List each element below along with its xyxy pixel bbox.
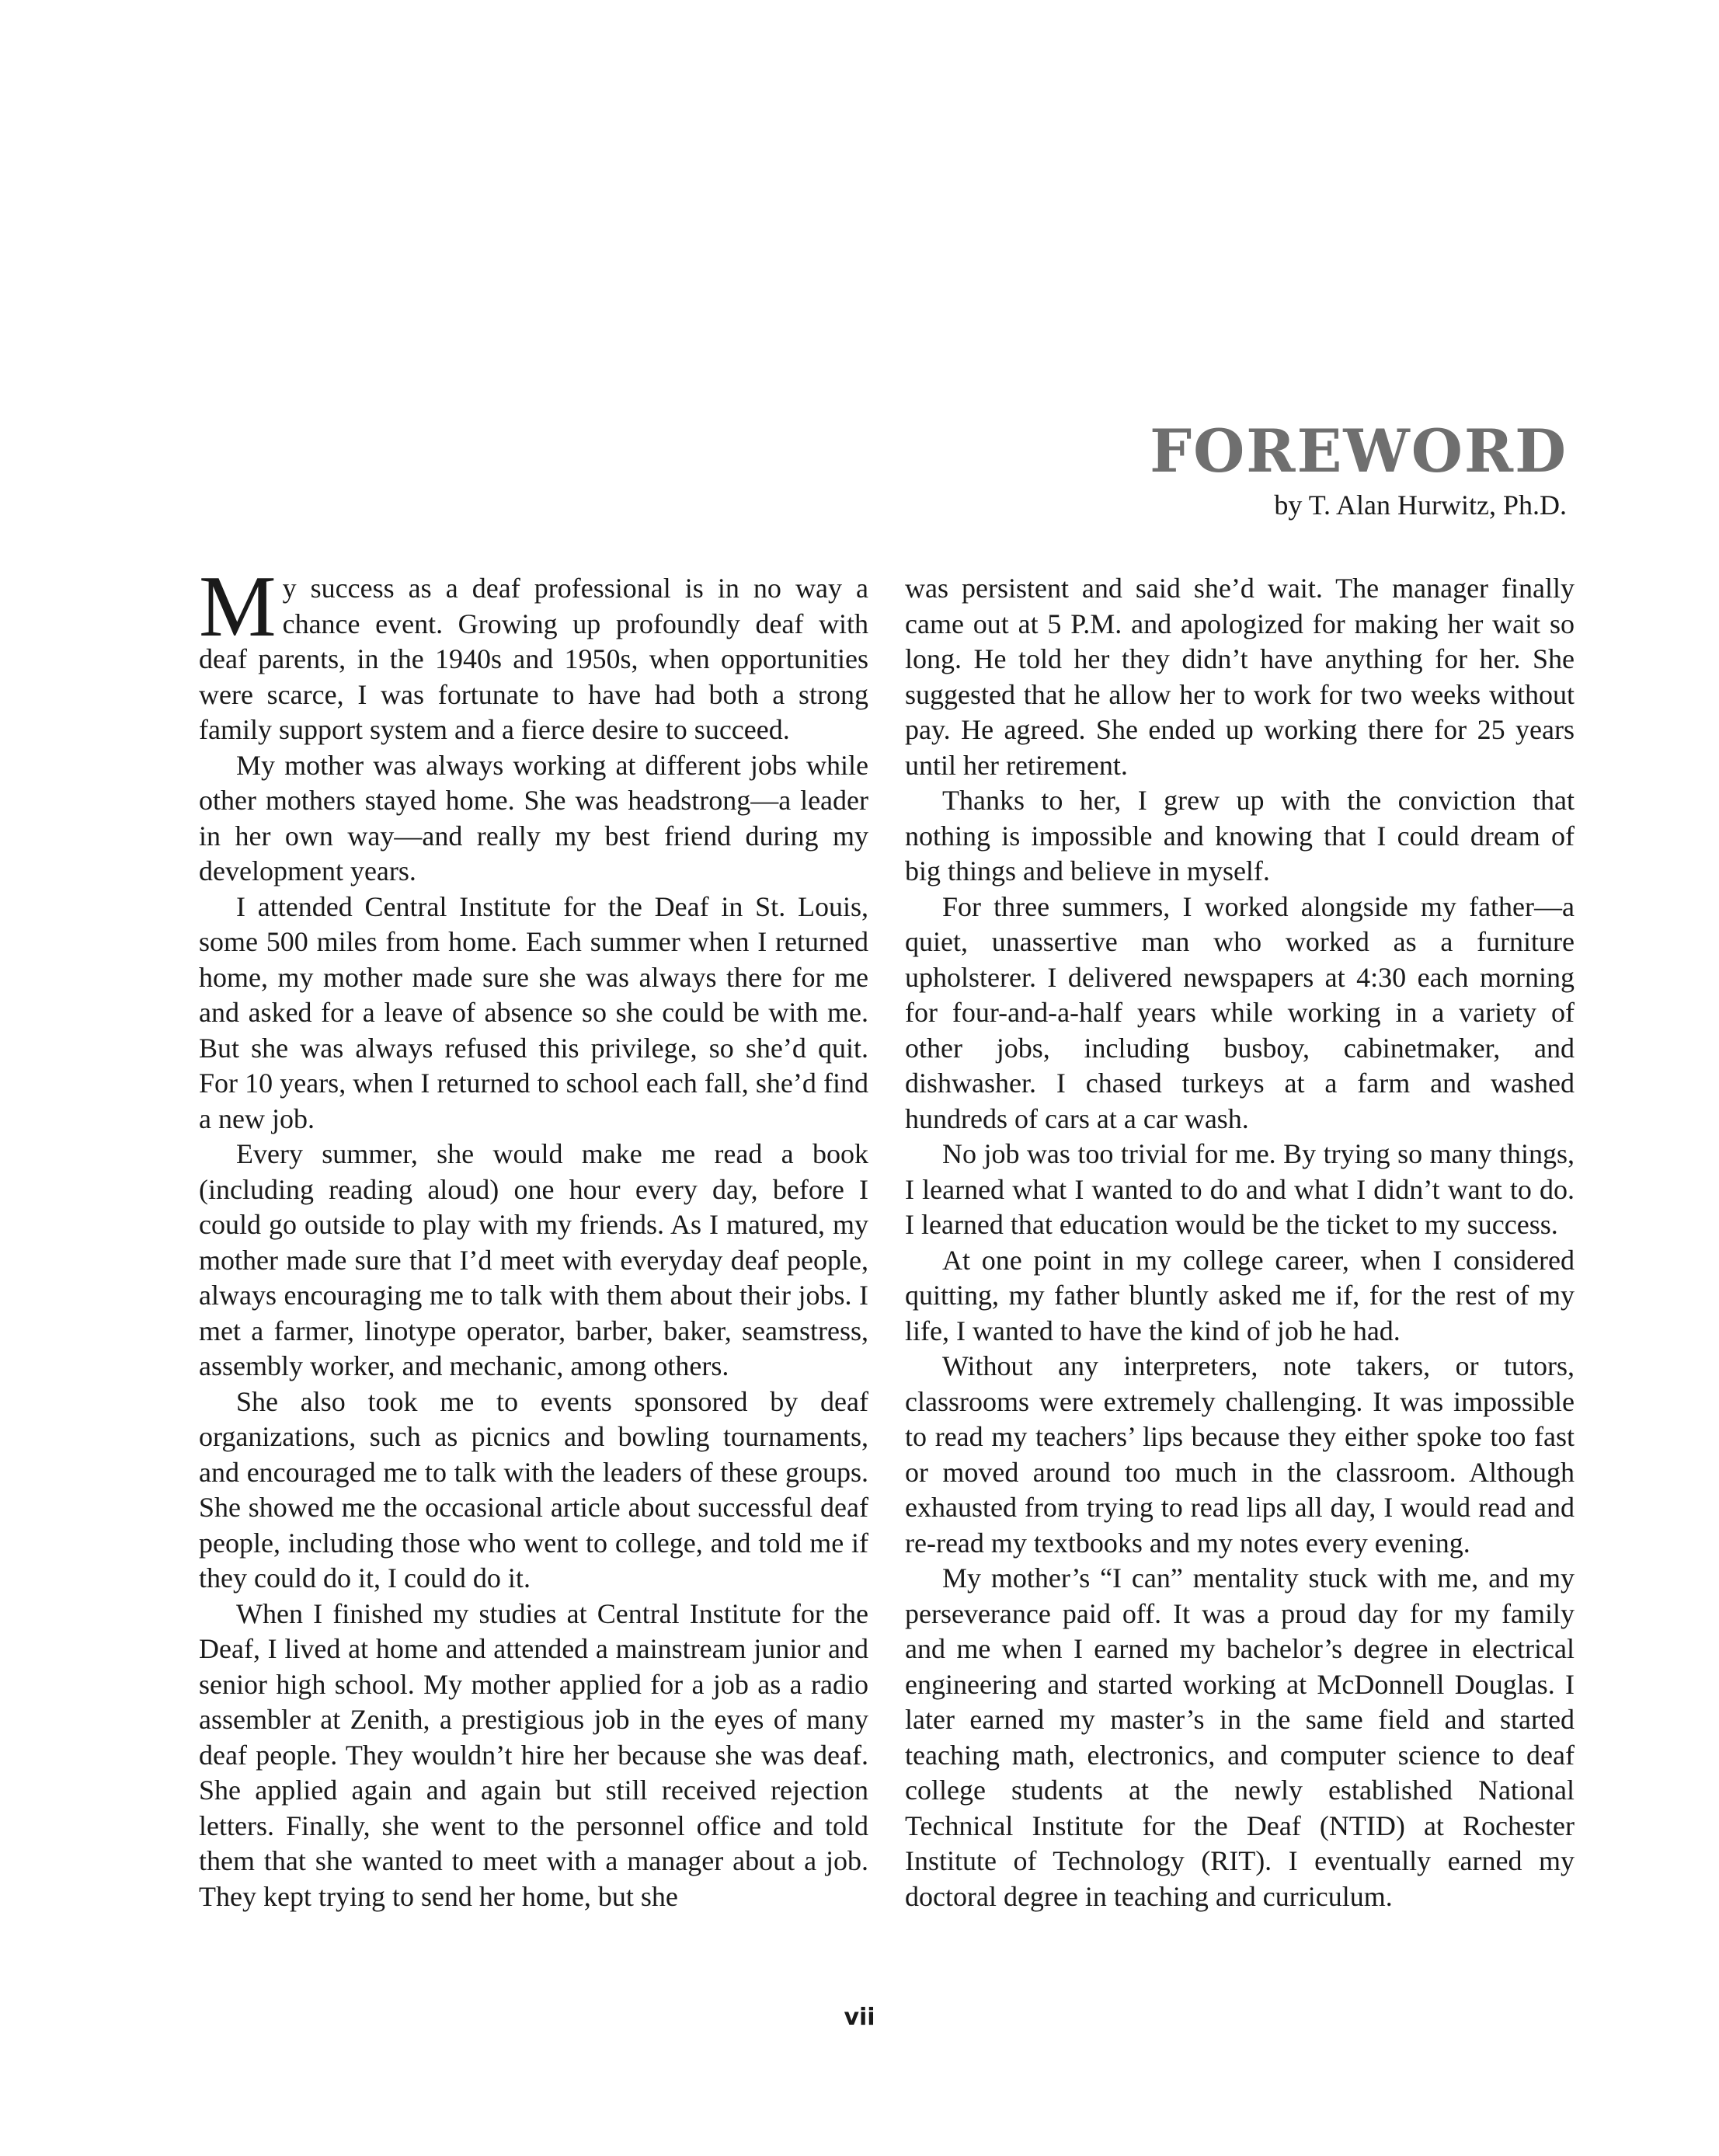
page-title: FOREWORD: [1150, 416, 1568, 486]
paragraph: No job was too trivial for me. By trying so many things, I learned what I wanted to do and what I didn’t want to do. I learned that education would be the ticket to my success.: [905, 1138, 1575, 1240]
paragraph-text: y success as a deaf professional is in no way a chance event. Growing up profoundly deaf with deaf parents, in the 1940s and 1950s, when opportunities were scarce, I was fortunate to have had both a strong family support system and a fierce desire to succeed.: [199, 573, 868, 745]
paragraph: Every summer, she would make me read a book (including reading aloud) one hour every day, before I could go outside to play with my friends. As I matured, my mother made sure that I’d meet with everyday deaf people, always encouraging me to talk with them about their jobs. I met a farmer, linotype operator, barber, baker, seamstress, assembly worker, and mechanic, among others.: [199, 1138, 868, 1381]
page-number: vii: [844, 2004, 875, 2031]
paragraph: [199, 559, 868, 748]
paragraph: Without any interpreters, note takers, or tutors, classrooms were extremely challenging. It was impossible to read my teachers’ lips because they either spoke too fast or moved around too much in the classroom. Although exhausted from trying to read lips all day, I would read and re-read my textbooks and my notes every evening.: [905, 1350, 1575, 1559]
paragraph: My mother was always working at different jobs while other mothers stayed home. She was headstrong—a leader in her own way—and really my best friend during my development years.: [199, 749, 868, 886]
paragraph: was persistent and said she’d wait. The manager finally came out at 5 P.M. and apologized for making her wait so long. He told her they didn’t have anything for her. She suggested that he allow her to work for two weeks without pay. He agreed. She ended up working there for 25 years until her retirement.: [905, 573, 1575, 781]
left-text-column: [199, 559, 868, 1914]
paragraph: At one point in my college career, when I considered quitting, my father bluntly asked me if, for the rest of my life, I wanted to have the kind of job he had.: [905, 1244, 1575, 1346]
paragraph: When I finished my studies at Central Institute for the Deaf, I lived at home and attended a mainstream junior and senior high school. My mother applied for a job as a radio assembler at Zenith, a prestigious job in the eyes of many deaf people. They wouldn’t hire her because she was deaf. She applied again and again but still received rejection letters. Finally, she went to the personnel office and told them that she wanted to meet with a manager about a job. They kept trying to send her home, but she: [199, 1597, 868, 1912]
paragraph: I attended Central Institute for the Deaf in St. Louis, some 500 miles from home. Each summer when I returned home, my mother made sure she was always there for me and asked for a leave of absence so she could be with me. But she was always refused this privilege, so she’d quit. For 10 years, when I returned to school each fall, she’d find a new job.: [199, 890, 868, 1134]
drop-cap: M: [199, 559, 277, 655]
author-byline: by T. Alan Hurwitz, Ph.D.: [1274, 489, 1567, 521]
right-text-column: [905, 571, 1575, 1914]
paragraph: My mother’s “I can” mentality stuck with me, and my perseverance paid off. It was a proud day for my family and me when I earned my bachelor’s degree in electrical engineering and started working at McDonnell Douglas. I later earned my master’s in the same field and started teaching math, electronics, and computer science to deaf college students at the newly established National Technical Institute for the Deaf (NTID) at Rochester Institute of Technology (RIT). I eventually earned my doctoral degree in teaching and curriculum.: [905, 1562, 1575, 1912]
paragraph: For three summers, I worked alongside my father—a quiet, unassertive man who worked as a furniture upholsterer. I delivered newspapers at 4:30 each morning for four-and-a-half years while working in a variety of other jobs, including busboy, cabinetmaker, and dishwasher. I chased turkeys at a farm and washed hundreds of cars at a car wash.: [905, 890, 1575, 1134]
paragraph: She also took me to events sponsored by deaf organizations, such as picnics and bowling tournaments, and encouraged me to talk with the leaders of these groups. She showed me the occasional article about successful deaf people, including those who went to college, and told me if they could do it, I could do it.: [199, 1385, 868, 1593]
paragraph: Thanks to her, I grew up with the conviction that nothing is impossible and knowing that I could dream of big things and believe in myself.: [905, 785, 1575, 886]
